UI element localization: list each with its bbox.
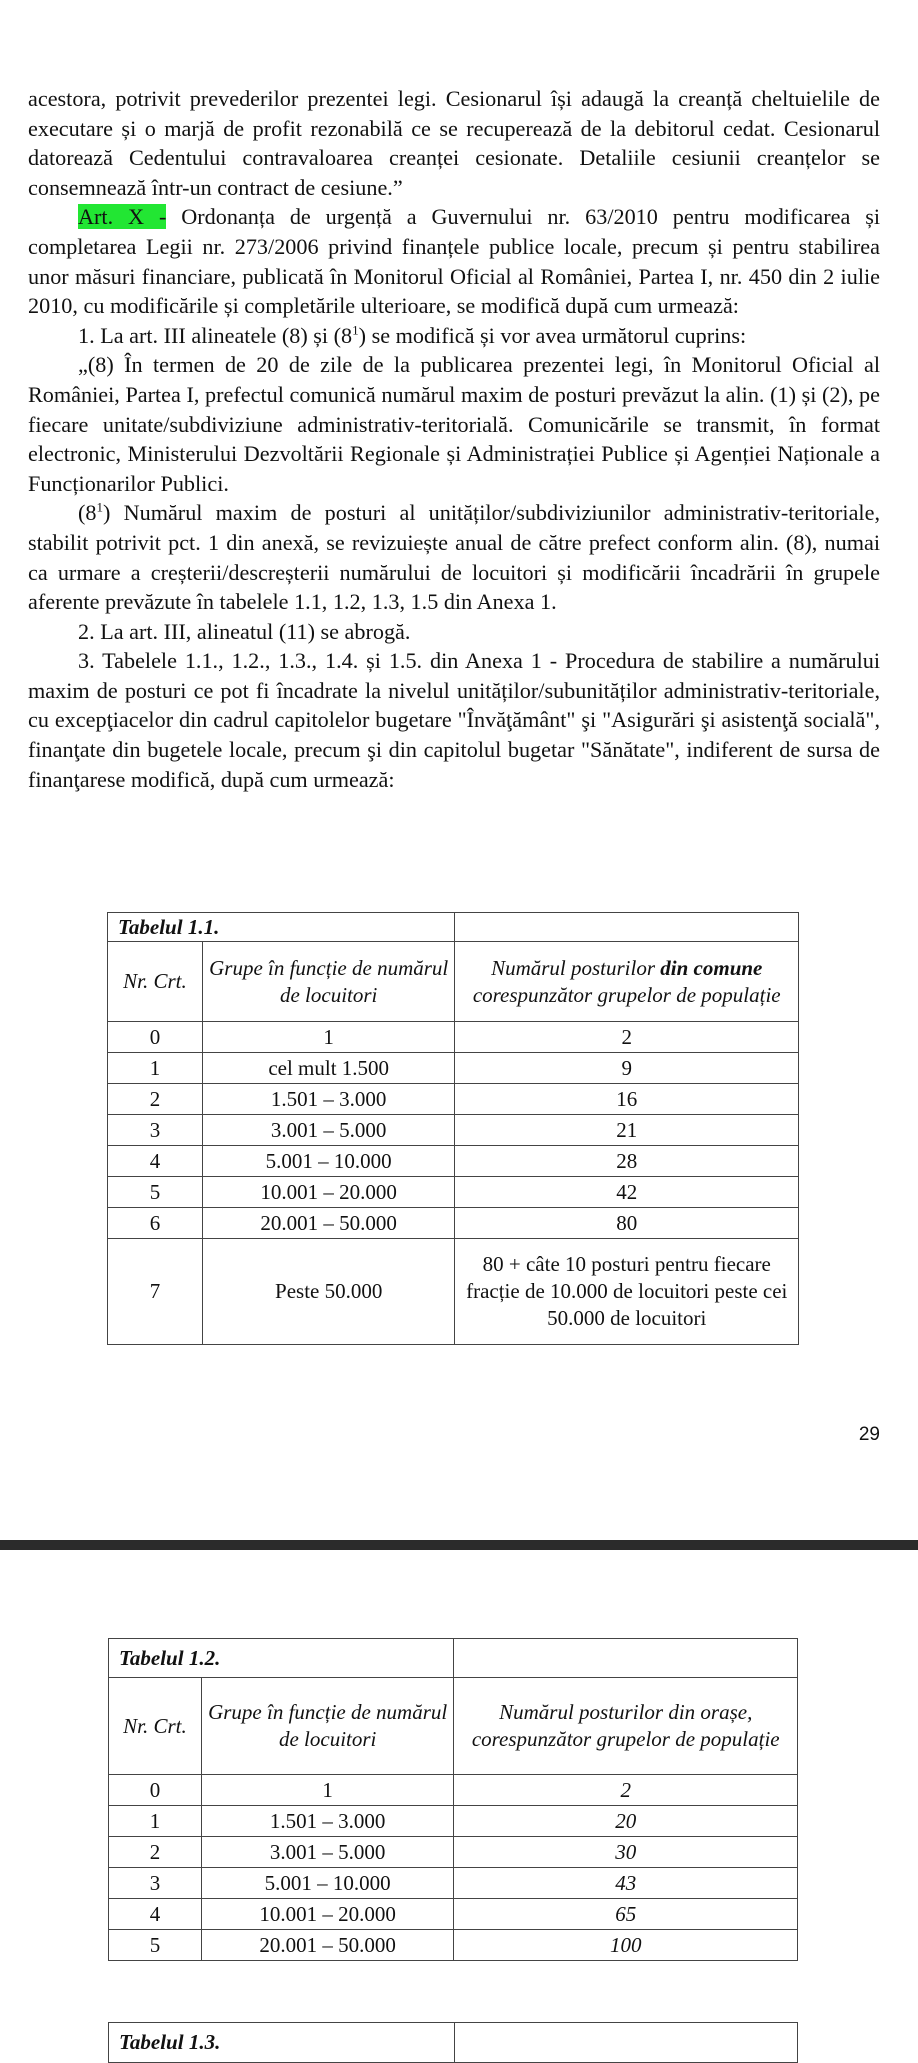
- table-row: [108, 1177, 799, 1208]
- header-text: corespunzător grupelor de populație: [472, 982, 781, 1007]
- table-row: [109, 1837, 798, 1868]
- cell: 10.001 – 20.000: [201, 1899, 454, 1930]
- cell: 2: [454, 1775, 798, 1806]
- paragraph-alin-8: „(8) În termen de 20 de zile de la publicarea prezentei legi, în Monitorul Oficial al României, Partea I, prefectul comunică numărul maxim de posturi prevăzut la alin. (1) și (2), pe fiecare unitate/subdiviziune administrativ-teritorială. Comunicările se transmit, în format electronic, Ministerului Dezvoltării Regionale și Administrației Publice și Agenției Naționale a Funcționarilor Publici.: [28, 352, 880, 496]
- superscript: 1: [352, 322, 359, 338]
- cell: 65: [454, 1899, 798, 1930]
- cell: 6: [108, 1208, 203, 1239]
- cell: 1: [108, 1053, 203, 1084]
- header-grupe: Grupe în funcție de numărul de locuitori: [202, 942, 455, 1022]
- cell: 3: [108, 1115, 203, 1146]
- alin-8-1-start: (8: [78, 500, 97, 526]
- header-nr-crt: Nr. Crt.: [109, 1678, 202, 1775]
- cell: 16: [455, 1084, 799, 1115]
- point-1-text-end: ) se modifică și vor avea următorul cuprins:: [358, 322, 747, 348]
- alin-8-1-text: ) Numărul maxim de posturi al unităților/subdiviziunilor administrativ-teritoriale, stabilit potrivit pct. 1 din anexă, se revizuiește anual de către prefect conform alin. (8), numai ca urmare a creșterii/descreșterii numărului de locuitori și modificării încadrării în grupele aferente prevăzute în tabelele 1.1, 1.2, 1.3, 1.5 din Anexa 1.: [28, 500, 880, 615]
- cell: 1: [201, 1775, 454, 1806]
- empty-cell: [454, 1639, 798, 1678]
- cell: 0: [108, 1022, 203, 1053]
- point-1-text: 1. La art. III alineatele (8) și (8: [78, 322, 353, 348]
- paragraph-cession: acestora, potrivit prevederilor prezentei legi. Cesionarul își adaugă la creanță cheltuielile de executare și o marjă de profit rezonabilă ce se recuperează de la debitorul cedat. Cesionarul datorează Cedentului contravaloarea creanței cesionate. Detaliile cesiunii creanțelor se consemnează într-un contract de cesiune.”: [28, 86, 880, 200]
- page-separator: [0, 1540, 918, 1550]
- cell: 7: [108, 1239, 203, 1345]
- cell: 5.001 – 10.000: [201, 1868, 454, 1899]
- header-numar-posturi: [455, 942, 799, 1022]
- cell: Peste 50.000: [202, 1239, 455, 1345]
- cell: 5: [109, 1930, 202, 1961]
- table-row: [108, 1208, 799, 1239]
- cell: 5: [108, 1177, 203, 1208]
- table-row: [109, 1930, 798, 1961]
- cell: 42: [455, 1177, 799, 1208]
- table-caption: Tabelul 1.1.: [108, 913, 455, 942]
- cell: 20.001 – 50.000: [202, 1208, 455, 1239]
- paragraph-alin-8-1: [28, 498, 880, 616]
- cell: 1.501 – 3.000: [201, 1806, 454, 1837]
- paragraph-point-2: 2. La art. III, alineatul (11) se abrogă.: [78, 618, 411, 644]
- table-caption: Tabelul 1.2.: [109, 1639, 454, 1678]
- header-grupe: Grupe în funcție de numărul de locuitori: [201, 1678, 454, 1775]
- cell: 100: [454, 1930, 798, 1961]
- cell: 4: [108, 1146, 203, 1177]
- header-nr-crt: Nr. Crt.: [108, 942, 203, 1022]
- empty-cell: [455, 913, 799, 942]
- table-row: [108, 1084, 799, 1115]
- cell: 5.001 – 10.000: [202, 1146, 455, 1177]
- cell: 2: [109, 1837, 202, 1868]
- cell: 2: [108, 1084, 203, 1115]
- cell: 20: [454, 1806, 798, 1837]
- cell: cel mult 1.500: [202, 1053, 455, 1084]
- cell: 3.001 – 5.000: [202, 1115, 455, 1146]
- table-1-1: [107, 912, 799, 1345]
- page-number: 29: [858, 1424, 880, 1445]
- cell: 0: [109, 1775, 202, 1806]
- document-body: [28, 84, 880, 794]
- table-row: [108, 1053, 799, 1084]
- cell: 28: [455, 1146, 799, 1177]
- table-1-3: [108, 2022, 798, 2063]
- table-caption: Tabelul 1.3.: [109, 2023, 455, 2063]
- table-row: [109, 1775, 798, 1806]
- table-row: [108, 1239, 799, 1345]
- cell: 1.501 – 3.000: [202, 1084, 455, 1115]
- cell: 9: [455, 1053, 799, 1084]
- cell: 4: [109, 1899, 202, 1930]
- cell: 1: [202, 1022, 455, 1053]
- table-row: [108, 1115, 799, 1146]
- table-row: [109, 1868, 798, 1899]
- table-row: [109, 1806, 798, 1837]
- highlighted-article-label: Art. X -: [78, 204, 167, 230]
- table-row: [108, 1022, 799, 1053]
- cell: 3.001 – 5.000: [201, 1837, 454, 1868]
- article-x-text: Ordonanța de urgență a Guvernului nr. 63/2010 pentru modificarea și completarea Legii nr. 273/2006 privind finanțele publice locale, precum și pentru stabilirea unor măsuri financiare, publicată în Monitorul Oficial al României, Partea I, nr. 450 din 2 iulie 2010, cu modificările și completările ulterioare, se modifică după cum urmează:: [28, 204, 880, 319]
- header-numar-posturi: Numărul posturilor din orașe, corespunzător grupelor de populație: [454, 1678, 798, 1775]
- cell: 43: [454, 1868, 798, 1899]
- superscript: 1: [96, 499, 103, 515]
- cell: 20.001 – 50.000: [201, 1930, 454, 1961]
- table-row: [109, 1899, 798, 1930]
- cell: 21: [455, 1115, 799, 1146]
- table-1-2: [108, 1638, 798, 1961]
- cell: 30: [454, 1837, 798, 1868]
- cell: 10.001 – 20.000: [202, 1177, 455, 1208]
- paragraph-article-x: [28, 202, 880, 320]
- cell: 80 + câte 10 posturi pentru fiecare fracție de 10.000 de locuitori peste cei 50.000 de locuitori: [455, 1239, 799, 1345]
- paragraph-point-3: 3. Tabelele 1.1., 1.2., 1.3., 1.4. și 1.5. din Anexa 1 - Procedura de stabilire a numărului maxim de posturi ce pot fi încadrate la nivelul unităților/subunităților administrativ-teritoriale, cu excepţiacelor din cadrul capitolelor bugetare "Învăţământ" şi "Asigurări şi asistenţă socială", finanţate din bugetele locale, precum şi din capitolul bugetar "Sănătate", indiferent de sursa de finanţarese modifică, după cum urmează:: [28, 648, 880, 792]
- empty-cell: [454, 2023, 797, 2063]
- cell: 1: [109, 1806, 202, 1837]
- header-text: Numărul posturilor: [491, 955, 661, 980]
- cell: 2: [455, 1022, 799, 1053]
- header-text-bold: din comune: [660, 955, 763, 980]
- cell: 80: [455, 1208, 799, 1239]
- table-row: [108, 1146, 799, 1177]
- paragraph-point-1: [28, 321, 880, 351]
- cell: 3: [109, 1868, 202, 1899]
